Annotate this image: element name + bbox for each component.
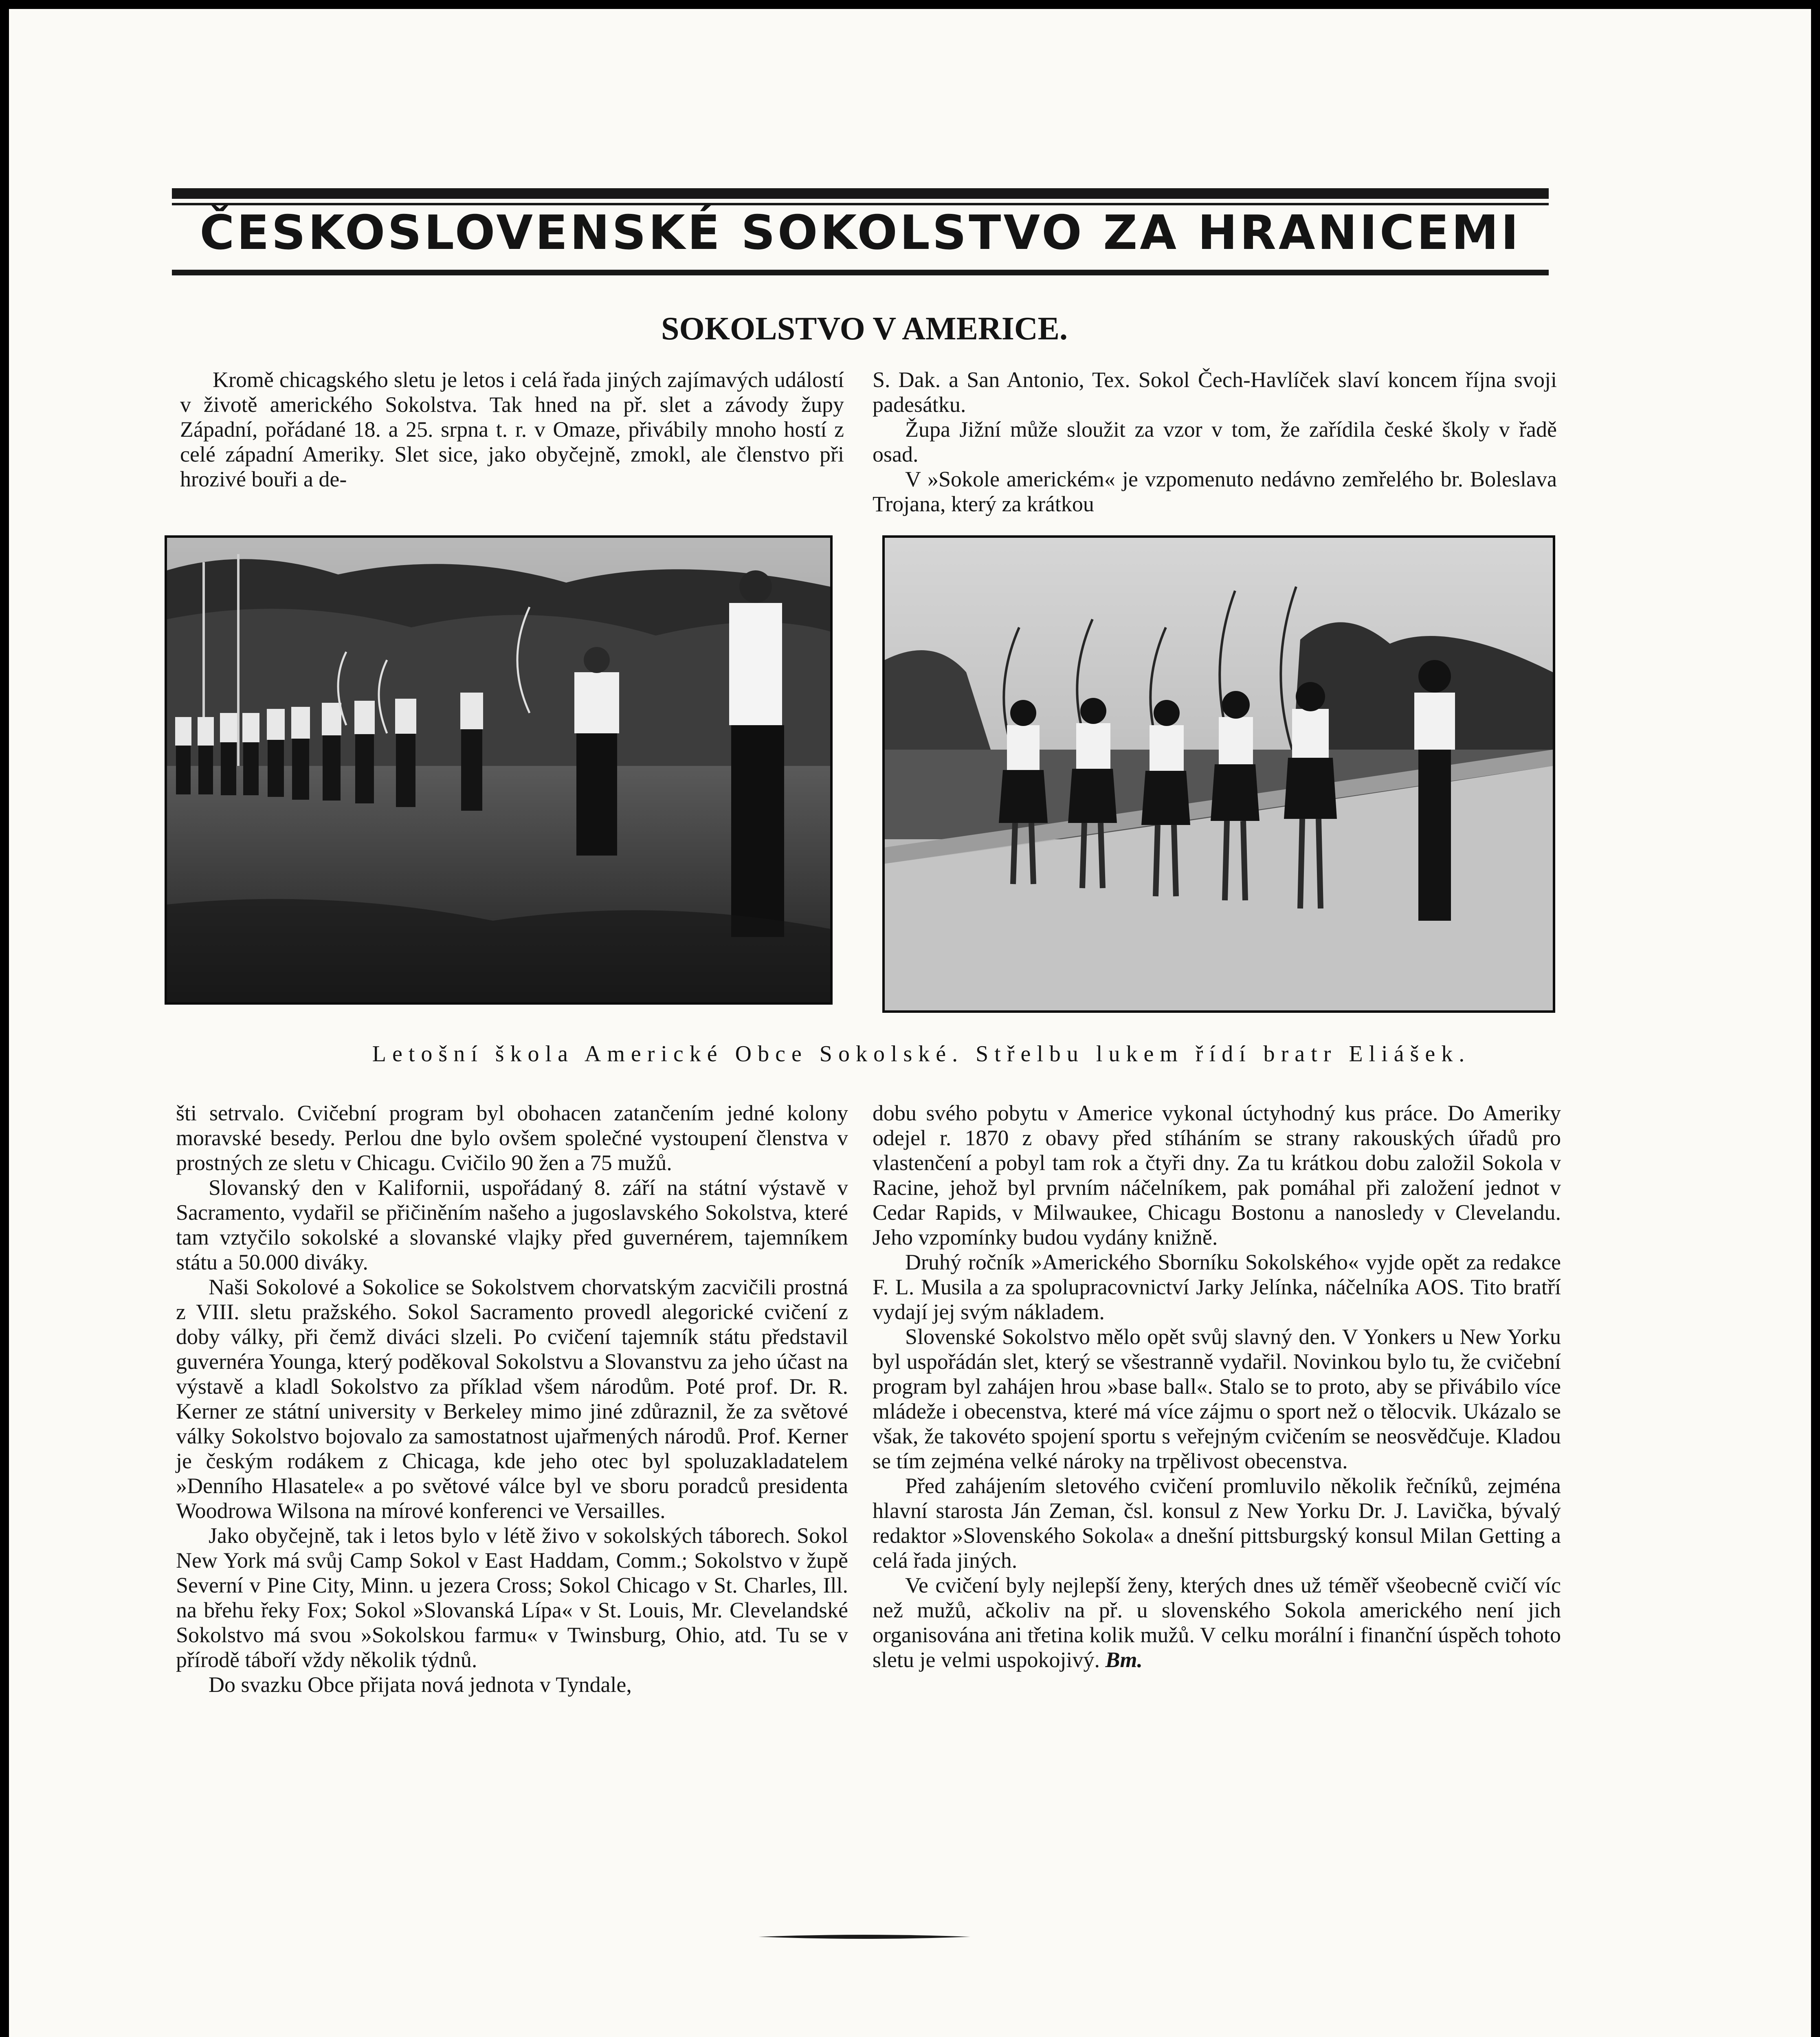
paragraph: Druhý ročník »Amerického Sborníku Sokolského« vyjde opět za redakce F. L. Musila a za spolupracovnictví Jarky Jelínka, náčelníka AOS. Tito bratří vydají jej svým nákladem. xyxy=(873,1250,1561,1324)
paragraph: Před zahájením sletového cvičení promluvilo několik řečníků, zejména hlavní starosta Ján Zeman, čsl. konsul z New Yorku Dr. J. Lavička, bývalý redaktor »Slovenského Sokola« a dnešní pittsburgský konsul Milan Getting a celá řada jiných. xyxy=(873,1474,1561,1573)
masthead-rule-bottom xyxy=(172,270,1549,275)
section-title: ČESKOSLOVENSKÉ SOKOLSTVO ZA HRANICEMI xyxy=(200,205,1521,260)
archery-field-image xyxy=(167,538,830,1002)
paragraph: dobu svého pobytu v Americe vykonal úctyhodný kus práce. Do Ameriky odejel r. 1870 z obavy před stíháním se strany rakouských úřadů pro vlastenčení a pobyl tam rok a čtyři dny. Za tu krátkou dobu založil Sokola v Racine, jehož byl prvním náčelníkem, pak pomáhal při založení jednot v Cedar Rapids, v Milwaukee, Chicagu Bostonu a nanosledy v Clevelandu. Jeho vzpomínky budou vydány knižně. xyxy=(873,1101,1561,1249)
paragraph: V »Sokole americkém« je vzpomenuto nedávno zemřelého br. Boleslava Trojana, který za krátkou xyxy=(873,467,1557,516)
paragraph: Jako obyčejně, tak i letos bylo v létě živo v sokolských táborech. Sokol New York má svůj Camp Sokol v East Haddam, Comm.; Sokolstvo v župě Severní v Pine City, Minn. u jezera Cross; Sokol Chicago v St. Charles, Ill. na břehu řeky Fox; Sokol »Slovanská Lípa« v St. Louis, Mr. Clevelandské Sokolstvo má svou »Sokolskou farmu« v Twinsburg, Ohio, atd. Tu se v přírodě táboří vždy několik týdnů. xyxy=(176,1523,848,1672)
paragraph: Naši Sokolové a Sokolice se Sokolstvem chorvatským zacvičili prostná z VIII. sletu pražského. Sokol Sacramento provedl alegorické cvičení z doby války, při čemž diváci slzeli. Po cvičení tajemník státu představil guvernéra Younga, který poděkoval Sokolstvu a Slovanstvu za jeho účast na výstavě a kladl Sokolstvo za příklad všem národům. Poté prof. Dr. R. Kerner ze státní university v Berkeley mimo jiné zdůraznil, že za světové války Sokolstvo bojovalo za samostatnost ujařmených národů. Prof. Kerner je českým rodákem z Chicaga, kde jeho otec byl spoluzakladatelem »Denního Hlasatele« a po světové válce byl ve sboru poradců presidenta Woodrowa Wilsona na mírové konferenci ve Versailles. xyxy=(176,1275,848,1523)
paragraph: šti setrvalo. Cvičební program byl obohacen zatančením jedné kolony moravské besedy. Perlou dne bylo ovšem společné vystoupení členstva v prostných ze sletu v Chicagu. Cvičilo 90 žen a 75 mužů. xyxy=(176,1101,848,1175)
magazine-page xyxy=(9,9,1811,2037)
archery-photo-left xyxy=(165,535,833,1005)
paragraph xyxy=(873,1573,1561,1672)
article-title: SOKOLSTVO V AMERICE. xyxy=(661,311,1068,347)
masthead-rule-top xyxy=(172,188,1549,199)
paragraph: S. Dak. a San Antonio, Tex. Sokol Čech-Havlíček slaví koncem října svoji padesátku. xyxy=(873,367,1557,417)
top-right-column xyxy=(873,367,1557,517)
paragraph: Slovenské Sokolstvo mělo opět svůj slavný den. V Yonkers u New Yorku byl uspořádán slet, který se všestranně vydařil. Novinkou bylo tu, že cvičební program byl zahájen hrou »base ball«. Stalo se to proto, aby se přivábilo více mládeže i obecenstva, které má více zájmu o sport než o tělocvik. Ukázalo se však, že takovéto spojení sportu s veřejným cvičením se neosvědčuje. Kladou se tím zejména velké nároky na trpělivost obecenstva. xyxy=(873,1324,1561,1473)
paragraph-text: Ve cvičení byly nejlepší ženy, kterých dnes už téměř všeobecně cvičí víc než mužů, ačkoliv na př. u slovenského Sokola amerického není jich organisována ani třetina kolik mužů. V celku morální i finanční úspěch tohoto sletu je velmi uspokojivý. xyxy=(873,1573,1561,1672)
paragraph: Župa Jižní může sloužit za vzor v tom, že zařídila české školy v řadě osad. xyxy=(873,417,1557,466)
bottom-right-column xyxy=(873,1101,1561,1672)
paragraph: Do svazku Obce přijata nová jednota v Tyndale, xyxy=(209,1672,632,1697)
end-ornament xyxy=(758,1934,970,1940)
paragraph: Slovanský den v Kalifornii, uspořádaný 8. září na státní výstavě v Sacramento, vydařil se přičiněním našeho a jugoslavského Sokolstva, které tam vztyčilo sokolské a slovanské vlajky před guvernérem, tajemníkem státu a 50.000 diváky. xyxy=(176,1175,848,1274)
bottom-left-column xyxy=(176,1101,848,1697)
archery-photo-right xyxy=(882,535,1555,1013)
archery-road-image xyxy=(885,538,1553,1010)
paragraph: Kromě chicagského sletu je letos i celá řada jiných zajímavých událostí v životě amerického Sokolstva. Tak hned na př. slet a závody župy Západní, pořádané 18. a 25. srpna t. r. v Omaze, přivábily mnoho hostí z celé západní Ameriky. Slet sice, jako obyčejně, zmokl, ale členstvo při hrozivé bouři a de- xyxy=(180,367,844,491)
photo-caption: Letošní škola Americké Obce Sokolské. Střelbu lukem řídí bratr Eliášek. xyxy=(372,1041,1471,1067)
author-signature: Bm. xyxy=(1105,1648,1143,1672)
top-left-column xyxy=(180,367,844,492)
